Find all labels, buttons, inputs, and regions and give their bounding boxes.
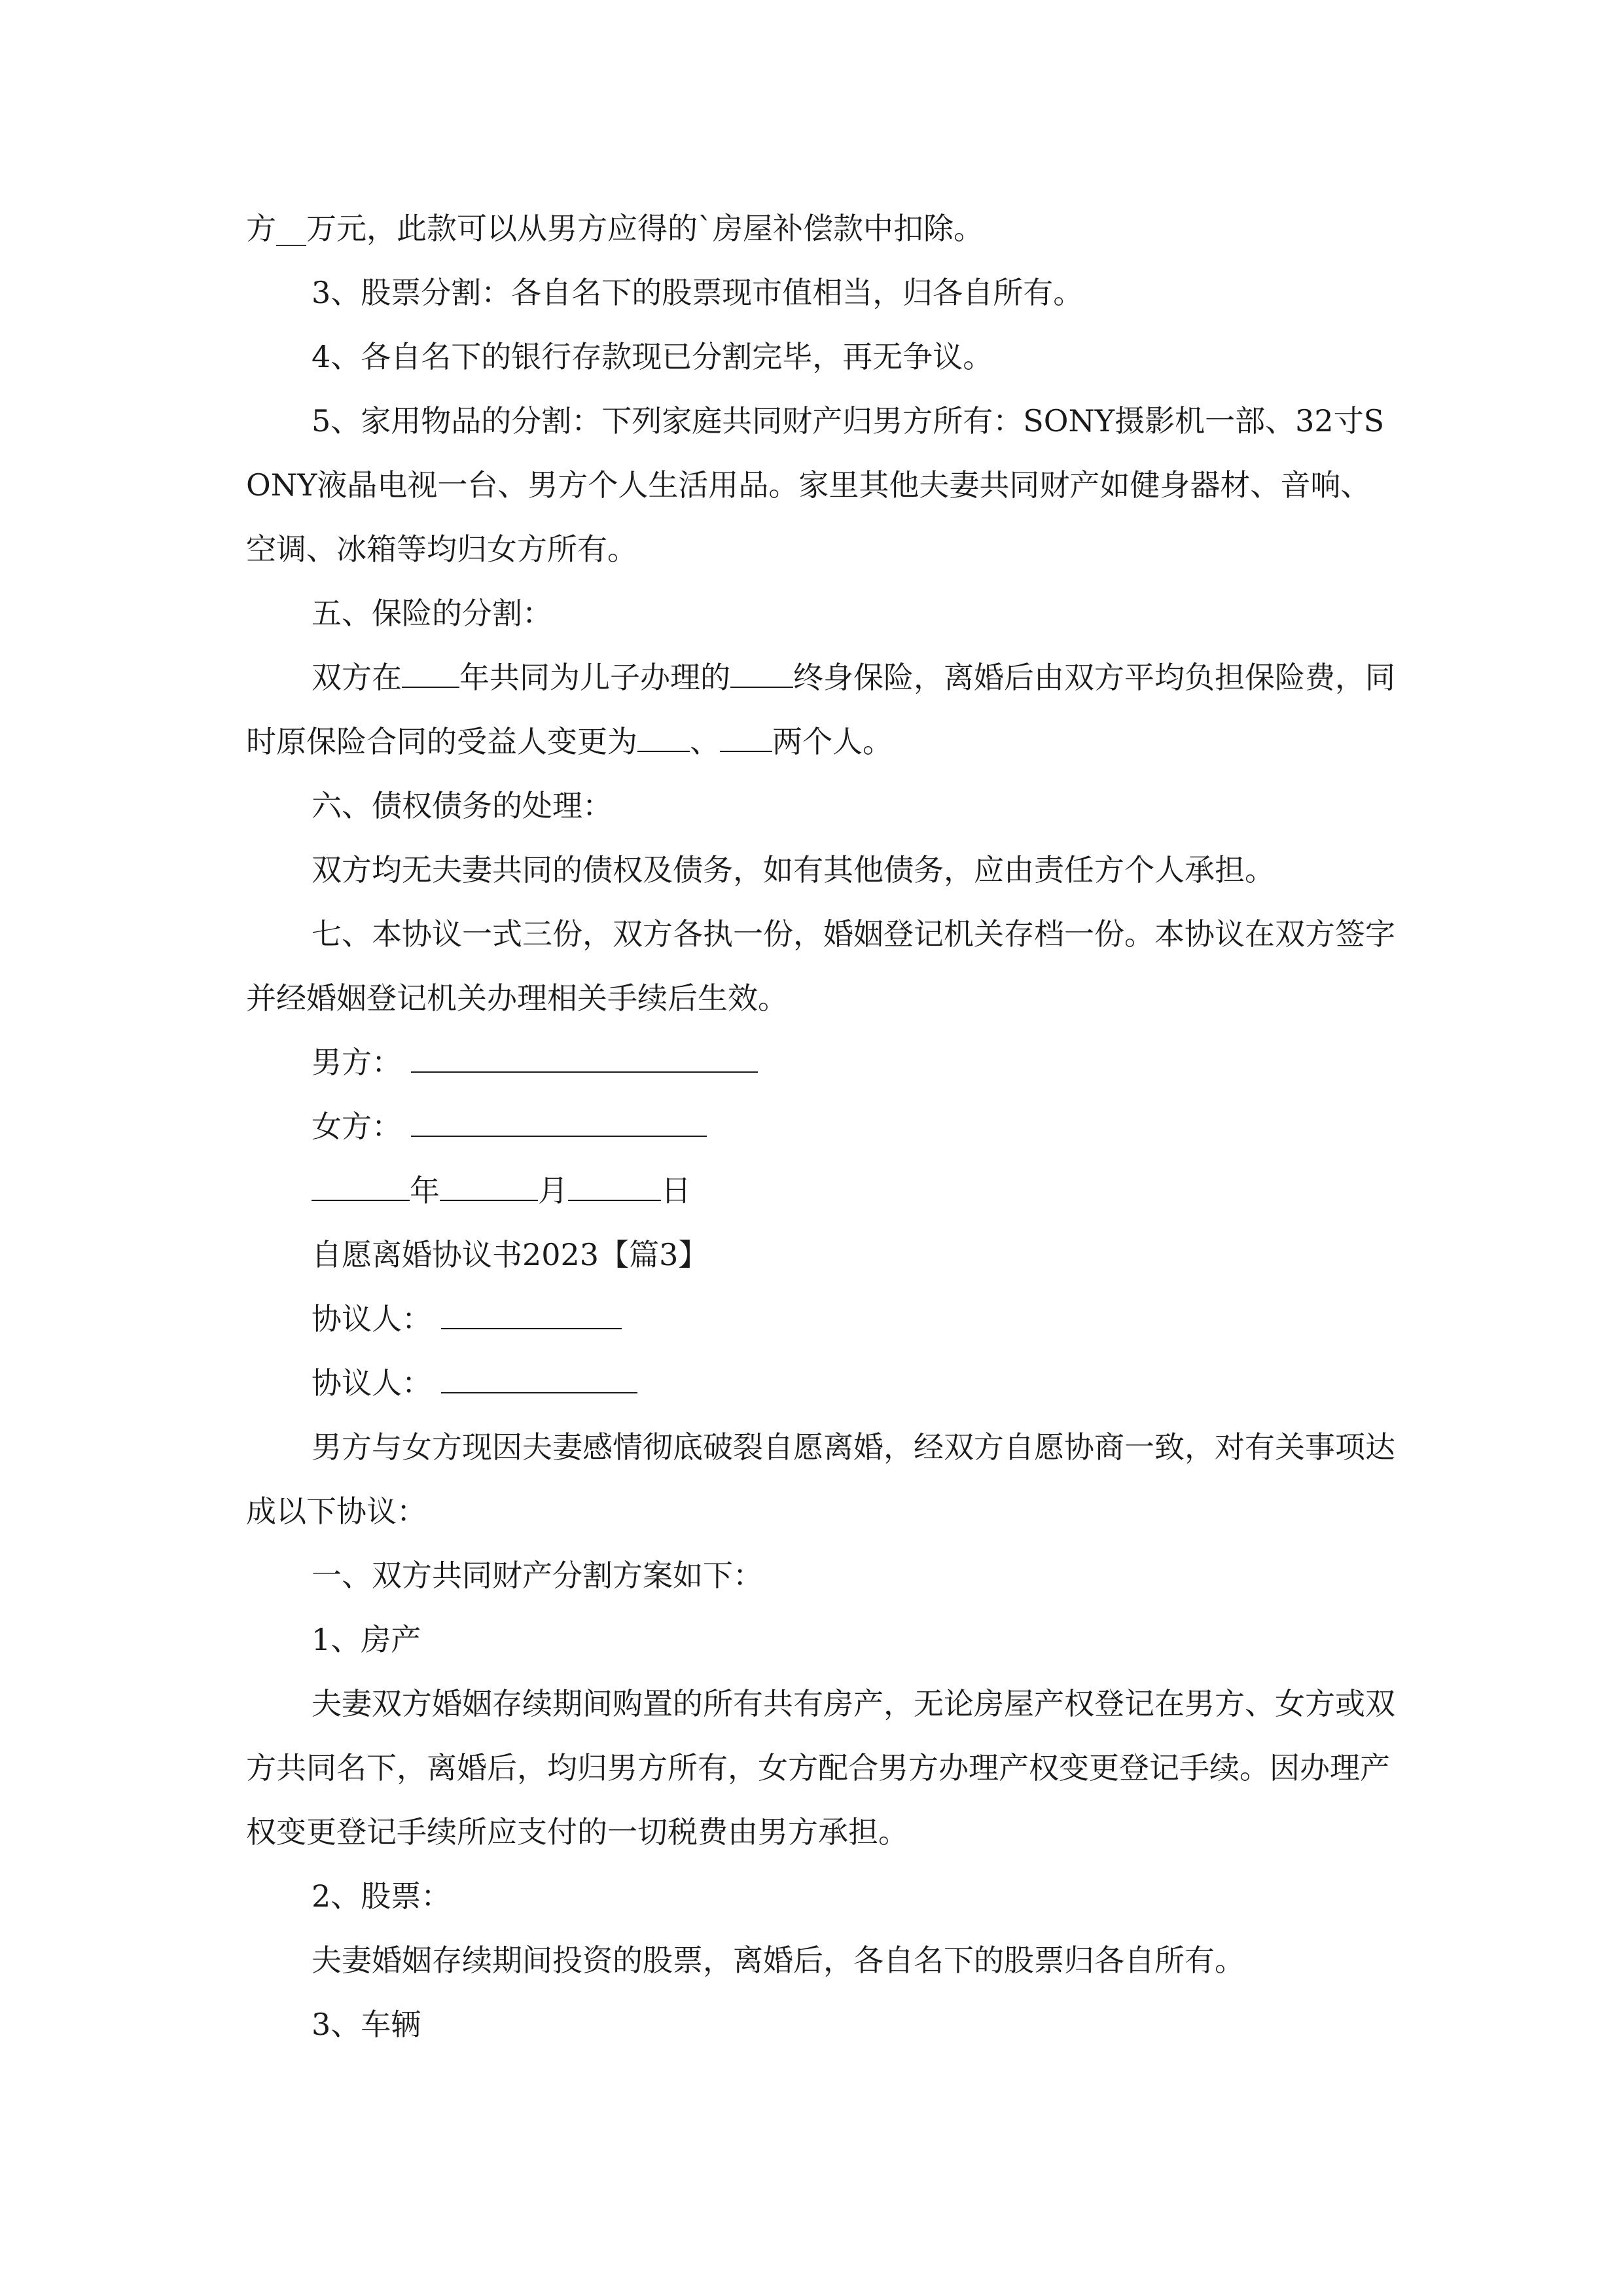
document-body bbox=[246, 196, 1398, 2056]
male-label: 男方： bbox=[312, 1045, 402, 1080]
female-signature-line bbox=[411, 1109, 707, 1137]
date-year-label: 年 bbox=[410, 1173, 440, 1208]
paragraph-intro: 男方与女方现因夫妻感情彻底破裂自愿离婚，经双方自愿协商一致，对有关事项达成以下协议： bbox=[246, 1429, 1395, 1529]
party-1 bbox=[246, 1287, 1398, 1351]
party-1-line bbox=[441, 1302, 622, 1329]
blank-beneficiary-2 bbox=[720, 725, 772, 752]
heading-real-estate: 1、房产 bbox=[312, 1622, 421, 1657]
insurance-text-e: 两个人。 bbox=[772, 724, 893, 759]
paragraph-household-items: 5、家用物品的分割：下列家庭共同财产归男方所有：SONY摄影机一部、32寸SONY液晶电视一台、男方个人生活用品。家里其他夫妻共同财产如健身器材、音响、空调、冰箱等均归女方所有。 bbox=[246, 403, 1385, 567]
party-2-label: 协议人： bbox=[312, 1365, 432, 1401]
paragraph-compensation: 方__万元，此款可以从男方应得的`房屋补偿款中扣除。 bbox=[246, 211, 984, 246]
signature-male bbox=[246, 1030, 1398, 1094]
paragraph-copies: 七、本协议一式三份，双方各执一份，婚姻登记机关存档一份。本协议在双方签字并经婚姻登记机关办理相关手续后生效。 bbox=[246, 916, 1395, 1016]
insurance-text-b: 年共同为儿子办理的 bbox=[459, 660, 730, 695]
paragraph-debts: 双方均无夫妻共同的债权及债务，如有其他债务，应由责任方个人承担。 bbox=[312, 852, 1275, 888]
insurance-text-a: 双方在 bbox=[312, 660, 402, 695]
party-1-label: 协议人： bbox=[312, 1301, 432, 1336]
heading-property-division: 一、双方共同财产分割方案如下： bbox=[312, 1558, 763, 1593]
party-2 bbox=[246, 1351, 1398, 1415]
date-year-line bbox=[312, 1174, 410, 1201]
male-signature-line bbox=[411, 1045, 758, 1073]
signature-date bbox=[246, 1158, 1398, 1223]
heading-debts: 六、债权债务的处理： bbox=[312, 788, 613, 823]
paragraph-stocks: 夫妻婚姻存续期间投资的股票，离婚后，各自名下的股票归各自所有。 bbox=[312, 1943, 1245, 1978]
date-day-line bbox=[568, 1174, 661, 1201]
blank-beneficiary-1 bbox=[637, 725, 690, 752]
date-month-line bbox=[440, 1174, 538, 1201]
paragraph-stock-division: 3、股票分割：各自名下的股票现市值相当，归各自所有。 bbox=[312, 275, 1084, 310]
signature-female bbox=[246, 1094, 1398, 1158]
heading-vehicles: 3、车辆 bbox=[312, 2007, 421, 2042]
female-label: 女方： bbox=[312, 1109, 402, 1144]
insurance-text-d: 、 bbox=[690, 724, 720, 759]
section-title: 自愿离婚协议书2023【篇3】 bbox=[312, 1237, 709, 1272]
paragraph-insurance bbox=[246, 645, 1398, 774]
heading-stocks: 2、股票： bbox=[312, 1878, 452, 1914]
party-2-line bbox=[441, 1366, 637, 1393]
blank-year bbox=[402, 660, 459, 688]
heading-insurance: 五、保险的分割： bbox=[312, 596, 552, 631]
paragraph-bank-deposit: 4、各自名下的银行存款现已分割完毕，再无争议。 bbox=[312, 339, 993, 374]
blank-insurance-name bbox=[730, 660, 793, 688]
date-month-label: 月 bbox=[538, 1173, 568, 1208]
paragraph-real-estate: 夫妻双方婚姻存续期间购置的所有共有房产，无论房屋产权登记在男方、女方或双方共同名下，离婚后，均归男方所有，女方配合男方办理产权变更登记手续。因办理产权变更登记手续所应支付的一切税费由男方承担。 bbox=[246, 1686, 1395, 1850]
date-day-label: 日 bbox=[661, 1173, 691, 1208]
insurance-text-c: 终身保险，离婚后由双方平均负担保险费，同时原保险合同的受益人变更为 bbox=[246, 660, 1395, 759]
